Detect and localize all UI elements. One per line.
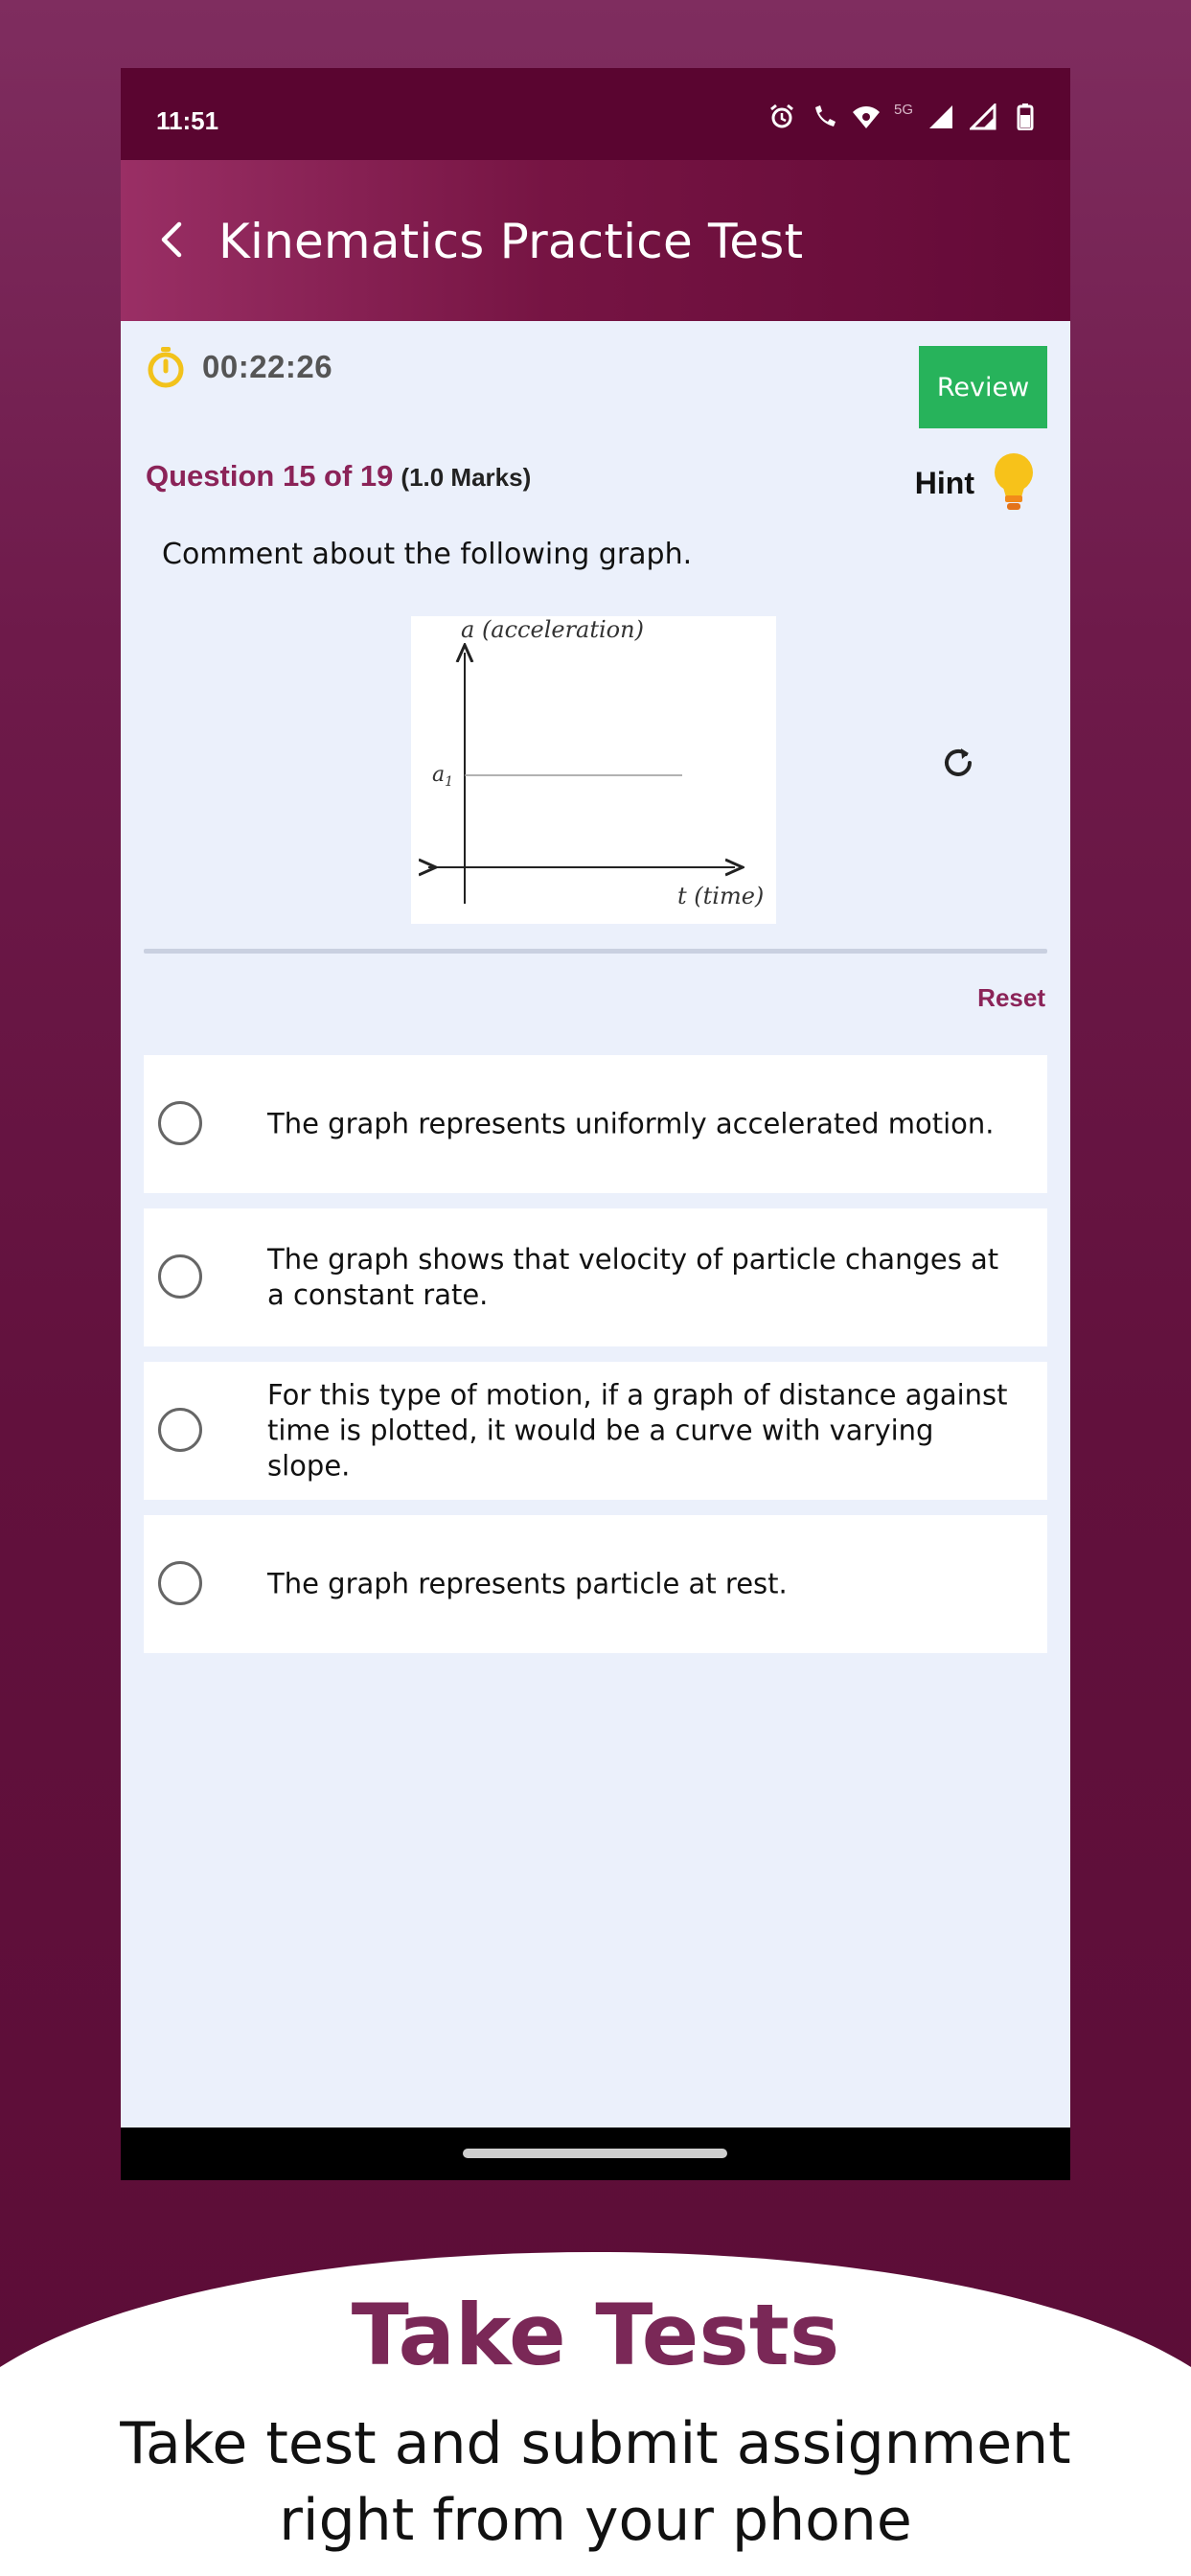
option-4[interactable]: [144, 1515, 1047, 1653]
radio-button[interactable]: [158, 1254, 202, 1299]
status-icons: [767, 103, 1040, 131]
question-marks: (1.0 Marks): [401, 463, 532, 492]
battery-icon: [1011, 103, 1040, 131]
refresh-icon: [940, 745, 976, 781]
wifi-call-icon: [810, 103, 838, 131]
option-text: The graph represents uniformly accelerated motion.: [267, 1107, 995, 1140]
navigation-bar: [121, 2128, 1070, 2180]
page-title: Kinematics Practice Test: [218, 214, 804, 269]
hint-button[interactable]: [915, 451, 1036, 515]
option-2[interactable]: [144, 1208, 1047, 1346]
app-bar: [121, 160, 1070, 321]
status-bar: [121, 68, 1070, 160]
y-axis-label: a (acceleration): [461, 616, 644, 643]
x-axis-label: t (time): [677, 883, 765, 909]
wifi-icon: [852, 103, 881, 131]
reset-button[interactable]: Reset: [977, 983, 1045, 1012]
question-text: Comment about the following graph.: [162, 538, 693, 571]
promo-subtitle: [0, 2405, 1191, 2559]
promo-subtitle-line: right from your phone: [279, 2487, 912, 2554]
alarm-icon: [767, 103, 796, 131]
radio-button[interactable]: [158, 1101, 202, 1145]
back-button[interactable]: [146, 213, 199, 266]
option-3[interactable]: [144, 1362, 1047, 1500]
question-graph: [411, 616, 776, 924]
refresh-image-button[interactable]: [937, 742, 979, 784]
review-button[interactable]: Review: [919, 346, 1047, 428]
signal-icon: [927, 103, 955, 131]
lightbulb-icon: [992, 451, 1036, 515]
timer: [147, 346, 332, 388]
divider: [144, 949, 1047, 954]
promo-title: Take Tests: [351, 2286, 840, 2384]
hint-label: Hint: [914, 465, 974, 500]
status-time: 11:51: [156, 106, 219, 135]
phone-screen: [121, 68, 1070, 2180]
option-text: For this type of motion, if a graph of distance against time is plotted, it would be a curve with varying slope.: [267, 1378, 1008, 1483]
chevron-left-icon: [156, 220, 189, 259]
radio-button[interactable]: [158, 1561, 202, 1605]
timer-text: 00:22:26: [202, 349, 333, 384]
question-number: Question 15 of 19: [146, 459, 394, 493]
stopwatch-icon: [147, 346, 185, 388]
option-1[interactable]: [144, 1055, 1047, 1193]
promo-subtitle-line: Take test and submit assignment: [120, 2410, 1071, 2477]
a1-label: $a_1$: [432, 763, 454, 790]
option-text: The graph represents particle at rest.: [267, 1567, 788, 1600]
question-header: [146, 459, 531, 494]
home-handle[interactable]: [463, 2149, 727, 2158]
option-text: The graph shows that velocity of particle changes at a constant rate.: [267, 1243, 999, 1311]
radio-button[interactable]: [158, 1408, 202, 1452]
signal-icon: [969, 103, 997, 131]
network-type-label: 5G: [893, 101, 913, 118]
